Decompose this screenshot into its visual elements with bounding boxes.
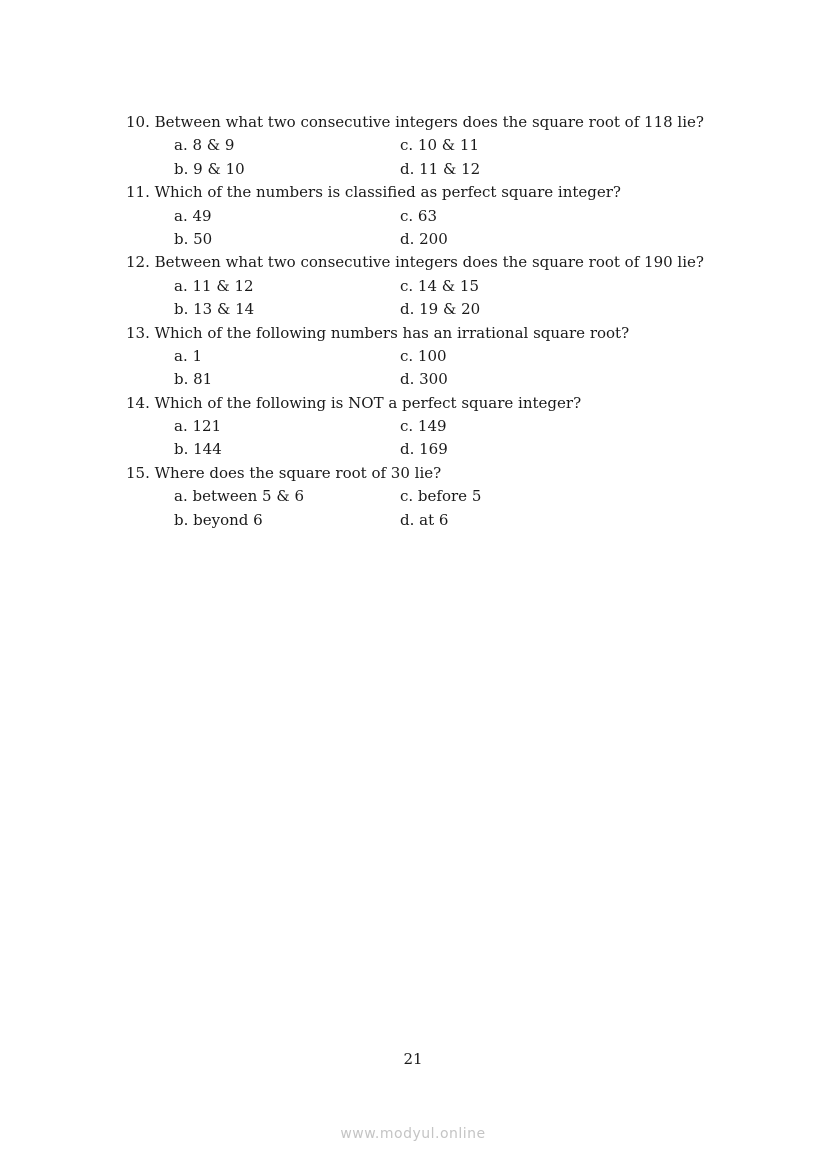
page-number: 21	[403, 1050, 423, 1068]
question-10	[126, 111, 746, 181]
question-11	[126, 181, 746, 251]
choice-row	[126, 228, 746, 251]
choice-c: c. 63	[400, 206, 438, 225]
question-text: 11. Which of the numbers is classified as perfect square integer?	[126, 183, 621, 202]
watermark: www.modyul.online	[340, 1126, 486, 1142]
choice-row	[126, 158, 746, 181]
question-14	[126, 392, 746, 462]
question-15	[126, 462, 746, 532]
choice-row	[126, 275, 746, 298]
choice-b: b. beyond 6	[174, 510, 263, 529]
choice-a: a. 8 & 9	[174, 136, 235, 155]
choice-row	[126, 345, 746, 368]
choice-b: b. 9 & 10	[174, 159, 245, 178]
choice-d: d. 200	[400, 229, 448, 248]
choice-row	[126, 134, 746, 157]
choice-b: b. 50	[174, 229, 213, 248]
choice-d: d. 11 & 12	[400, 159, 481, 178]
question-12	[126, 251, 746, 321]
choice-b: b. 144	[174, 440, 222, 459]
choice-row	[126, 438, 746, 461]
choice-c: c. 100	[400, 346, 447, 365]
choice-c: c. 14 & 15	[400, 276, 479, 295]
choice-d: d. at 6	[400, 510, 449, 529]
choice-row	[126, 298, 746, 321]
question-text: 15. Where does the square root of 30 lie?	[126, 463, 442, 482]
choice-d: d. 19 & 20	[400, 300, 481, 319]
choice-row	[126, 485, 746, 508]
choice-row	[126, 368, 746, 391]
choice-c: c. 149	[400, 417, 447, 436]
choice-a: a. between 5 & 6	[174, 487, 304, 506]
choice-b: b. 81	[174, 370, 213, 389]
choice-d: d. 300	[400, 370, 448, 389]
quiz-questions	[126, 111, 746, 532]
choice-row	[126, 415, 746, 438]
question-text: 10. Between what two consecutive integers does the square root of 118 lie?	[126, 113, 704, 131]
choice-c: c. before 5	[400, 487, 482, 506]
choice-a: a. 49	[174, 206, 212, 225]
question-13	[126, 322, 746, 392]
question-text: 13. Which of the following numbers has an irrational square root?	[126, 323, 630, 342]
choice-a: a. 1	[174, 346, 203, 365]
choice-row	[126, 205, 746, 228]
choice-d: d. 169	[400, 440, 448, 459]
question-text: 14. Which of the following is NOT a perfect square integer?	[126, 393, 582, 412]
question-text: 12. Between what two consecutive integers does the square root of 190 lie?	[126, 253, 704, 272]
choice-c: c. 10 & 11	[400, 136, 479, 155]
choice-b: b. 13 & 14	[174, 300, 255, 319]
choice-row	[126, 509, 746, 532]
choice-a: a. 121	[174, 417, 222, 436]
choice-a: a. 11 & 12	[174, 276, 254, 295]
